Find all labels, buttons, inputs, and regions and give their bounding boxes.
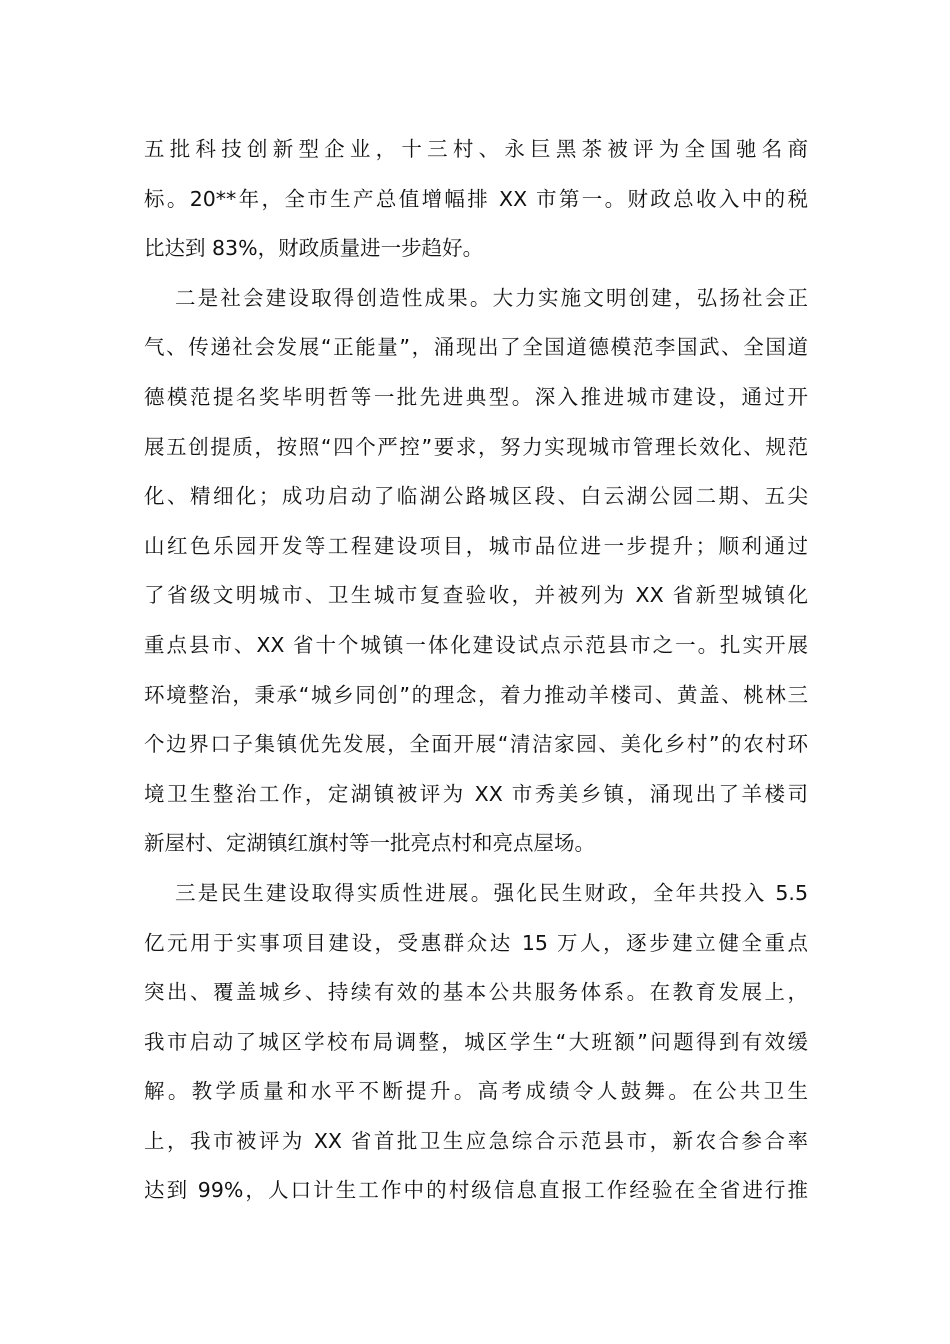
text-line: 气、传递社会发展“正能量”，涌现出了全国道德模范李国武、全国道	[144, 335, 808, 360]
text-line: 比达到 83%，财政质量进一步趋好。	[144, 236, 484, 261]
text-line: 环境整治，秉承“城乡同创”的理念，着力推动羊楼司、黄盖、桃林三	[144, 682, 808, 707]
text-line: 亿元用于实事项目建设，受惠群众达 15 万人，逐步建立健全重点	[144, 930, 808, 955]
text-line: 上，我市被评为 XX 省首批卫生应急综合示范县市，新农合参合率	[144, 1128, 808, 1153]
paragraph-livelihood-construction	[144, 869, 808, 1216]
paragraph-continued	[144, 125, 808, 274]
text-line: 解。教学质量和水平不断提升。高考成绩令人鼓舞。在公共卫生	[144, 1079, 808, 1104]
text-line: 展五创提质，按照“四个严控”要求，努力实现城市管理长效化、规范	[144, 434, 808, 459]
text-line: 三是民生建设取得实质性进展。强化民生财政，全年共投入 5.5	[175, 880, 808, 905]
text-line: 五批科技创新型企业，十三村、永巨黑茶被评为全国驰名商	[144, 137, 808, 161]
text-line: 德模范提名奖毕明哲等一批先进典型。深入推进城市建设，通过开	[144, 384, 808, 409]
text-line: 个边界口子集镇优先发展，全面开展“清洁家园、美化乡村”的农村环	[144, 732, 808, 757]
text-line: 了省级文明城市、卫生城市复查验收，并被列为 XX 省新型城镇化	[144, 583, 808, 608]
text-line: 突出、覆盖城乡、持续有效的基本公共服务体系。在教育发展上，	[144, 980, 808, 1005]
text-line: 二是社会建设取得创造性成果。大力实施文明创建，弘扬社会正	[175, 285, 808, 310]
text-line: 达到 99%，人口计生工作中的村级信息直报工作经验在全省进行推	[144, 1178, 808, 1203]
text-line: 境卫生整治工作，定湖镇被评为 XX 市秀美乡镇，涌现出了羊楼司	[144, 781, 808, 806]
text-line: 重点县市、XX 省十个城镇一体化建设试点示范县市之一。扎实开展	[144, 632, 808, 657]
paragraph-social-construction	[144, 274, 808, 869]
text-line: 化、精细化；成功启动了临湖公路城区段、白云湖公园二期、五尖	[144, 484, 808, 509]
text-line: 新屋村、定湖镇红旗村等一批亮点村和亮点屋场。	[144, 831, 595, 856]
text-line: 标。20**年，全市生产总值增幅排 XX 市第一。财政总收入中的税	[144, 186, 808, 211]
text-line: 我市启动了城区学校布局调整，城区学生“大班额”问题得到有效缓	[144, 1029, 808, 1054]
text-line: 山红色乐园开发等工程建设项目，城市品位进一步提升；顺利通过	[144, 533, 808, 558]
body-text	[144, 125, 808, 1216]
